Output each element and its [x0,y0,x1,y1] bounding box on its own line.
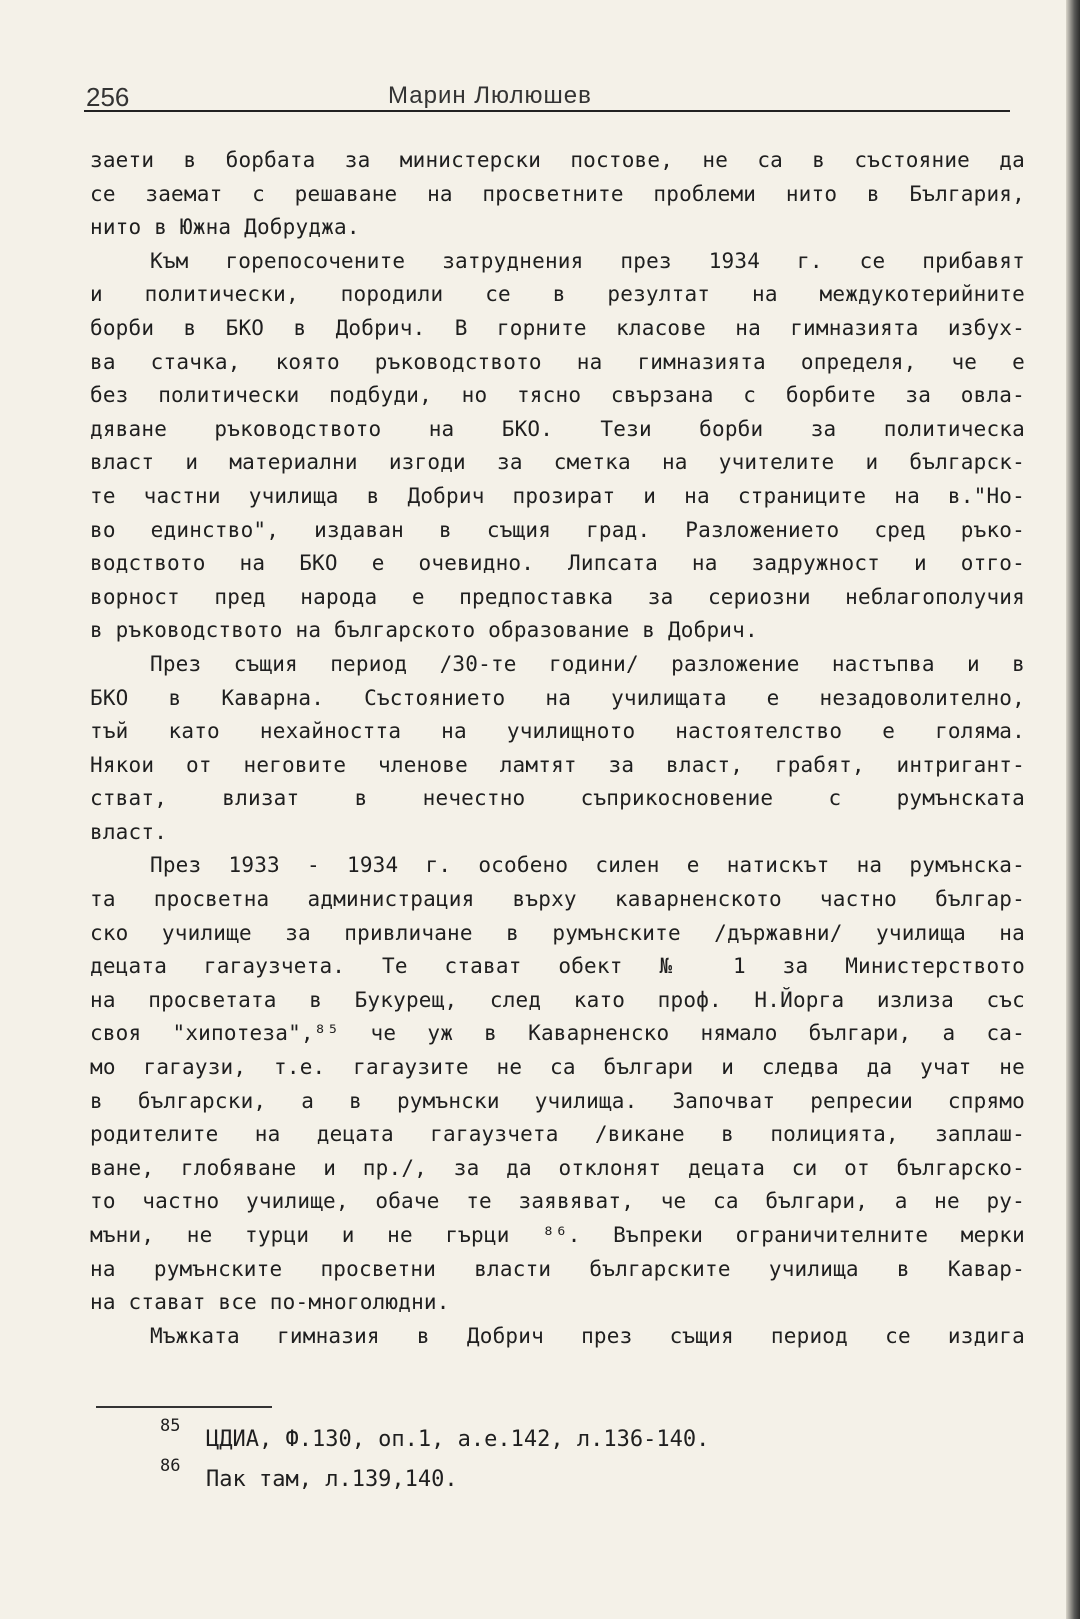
text-line: ване, глобяване и пр./, за да отклонят децата си от българско- [90,1155,1025,1180]
text-line: мъни, не турци и не гърци ⁸⁶. Въпреки ограничителните мерки [90,1223,1025,1247]
text-line: в ръководството на българското образование в Добрич. [90,618,758,643]
text-line: дяване ръководството на БКО. Тези борби за политическа [90,416,1025,441]
text-line: стват, влизат в нечестно съприкосновение с румънската [90,786,1025,811]
text-line: БКО в Каварна. Състоянието на училищата е незадоволително, [90,685,1025,710]
text-line: ско училище за привличане в румънските /държавни/ училища на [90,920,1025,945]
text-line: се заемат с решаване на просветните проблеми нито в България, [90,181,1025,206]
text-line: През 1933 - 1934 г. особено силен е натискът на румънска- [150,853,1025,878]
footnote-separator [96,1406,272,1408]
text-line: Към горепосочените затруднения през 1934 г. се прибавят [150,248,1025,273]
text-line: на румънските просветни власти българските училища в Кавар- [90,1256,1025,1281]
text-line: на стават все по-многолюдни. [90,1290,450,1315]
text-line: на просветата в Букурещ, след като проф. Н.Йорга излиза със [90,987,1025,1012]
running-head: Марин Люлюшев [388,82,592,109]
text-line: власт. [90,819,168,844]
text-line: нито в Южна Добруджа. [90,215,360,240]
text-line: Някои от неговите членове ламтят за власт, грабят, интригант- [90,752,1025,777]
text-line: и политически, породили се в резултат на междукотерийните [90,282,1025,307]
text-line: в български, а в румънски училища. Започват репресии спрямо [90,1088,1025,1113]
text-line: заети в борбата за министерски постове, не са в състояние да [90,148,1025,172]
page-header [84,80,1010,112]
text-line: во единство", издаван в същия град. Разложението сред ръко- [90,517,1025,542]
footnote-text: ЦДИА, Ф.130, оп.1, а.е.142, л.136-140. [206,1427,710,1452]
text-line: своя "хипотеза",⁸⁵ че уж в Каварненско нямало българи, а са- [90,1021,1025,1046]
text-line: борби в БКО в Добрич. В горните класове на гимназията избух- [90,315,1025,340]
text-line: власт и материални изгоди за сметка на учителите и българск- [90,450,1025,475]
text-line: ва стачка, която ръководството на гимназията определя, че е [90,349,1025,374]
footnote [160,1416,920,1460]
text-line: водството на БКО е очевидно. Липсата на задружност и отго- [90,551,1025,576]
text-line: тъй като нехайността на училищното настоятелство е голяма. [90,719,1025,744]
text-line: та просветна администрация върху каварненското частно българ- [90,887,1025,912]
footnote-mark: 86 [160,1456,181,1476]
text-line: Мъжката гимназия в Добрич през същия период се издига [150,1323,1025,1348]
text-line: През същия период /30-те години/ разложение настъпва и в [150,651,1025,676]
footnote [160,1456,920,1500]
text-line: мо гагаузи, т.е. гагаузите не са българи и следва да учат не [90,1055,1025,1080]
footnote-mark: 85 [160,1416,181,1436]
footnote-text: Пак там, л.139,140. [206,1467,458,1492]
footnotes [160,1416,920,1500]
page-number: 256 [86,82,130,112]
text-line: те частни училища в Добрич прозират и на страниците на в."Но- [90,483,1025,508]
text-line: ворност пред народа е предпоставка за сериозни неблагополучия [90,584,1025,609]
body-text [90,144,1025,1353]
text-line: то частно училище, обаче те заявяват, че са българи, а не ру- [90,1189,1025,1214]
text-line: децата гагаузчета. Те стават обект № 1 за Министерството [90,954,1025,979]
text-line: родителите на децата гагаузчета /викане в полицията, заплаш- [90,1122,1025,1147]
page-edge-shadow [1066,0,1080,1619]
text-line: без политически подбуди, но тясно свързана с борбите за овла- [90,383,1025,408]
